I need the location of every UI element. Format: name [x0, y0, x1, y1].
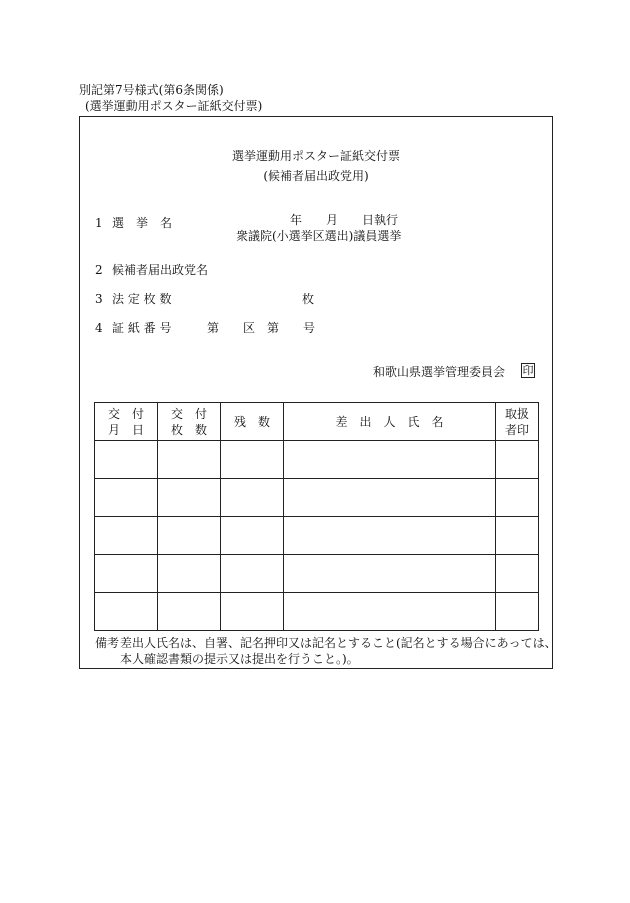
- table-cell[interactable]: [95, 441, 158, 479]
- table-body: [95, 441, 539, 631]
- table-cell[interactable]: [221, 593, 284, 631]
- table-cell[interactable]: [284, 555, 496, 593]
- table-cell[interactable]: [158, 555, 221, 593]
- table-row: [95, 593, 539, 631]
- header-submitter-name: 差 出 人 氏 名: [284, 403, 496, 441]
- election-name-label: 選 挙 名: [112, 216, 173, 230]
- form-name: (選挙運動用ポスター証紙交付票): [85, 99, 263, 113]
- table-cell[interactable]: [221, 441, 284, 479]
- table-cell[interactable]: [221, 517, 284, 555]
- stamp-number-label: 証 紙 番 号: [112, 321, 172, 335]
- table-cell[interactable]: [158, 441, 221, 479]
- quota-unit: 枚: [302, 292, 315, 306]
- table-cell[interactable]: [158, 593, 221, 631]
- item-4-number: 4: [95, 321, 103, 335]
- legal-quota-label: 法 定 枚 数: [112, 292, 172, 306]
- table-cell[interactable]: [95, 555, 158, 593]
- note-line-1: 差出人氏名は、自署、記名押印又は記名とすること(記名とする場合にあっては、: [120, 636, 557, 650]
- table-cell[interactable]: [95, 517, 158, 555]
- table-header-row: [95, 403, 539, 441]
- table-cell[interactable]: [95, 479, 158, 517]
- note-label: 備考: [95, 636, 120, 650]
- seal-box: 印: [522, 364, 534, 377]
- table-cell[interactable]: [496, 479, 539, 517]
- table-cell[interactable]: [284, 479, 496, 517]
- issuer-name: 和歌山県選挙管理委員会: [373, 365, 506, 379]
- stamp-number-value: 第 区 第 号: [207, 321, 316, 335]
- item-1-number: 1: [95, 216, 103, 230]
- header-issue-date: 交 付 月 日: [95, 403, 158, 441]
- form-reference: 別記第7号様式(第6条関係): [79, 83, 224, 97]
- table-cell[interactable]: [284, 517, 496, 555]
- table-cell[interactable]: [496, 441, 539, 479]
- table-row: [95, 479, 539, 517]
- table-cell[interactable]: [158, 479, 221, 517]
- table-row: [95, 517, 539, 555]
- table-row: [95, 555, 539, 593]
- table-cell[interactable]: [284, 593, 496, 631]
- election-date: 年 月 日執行: [290, 213, 399, 227]
- issuance-table: [94, 402, 539, 631]
- table-cell[interactable]: [221, 479, 284, 517]
- table-cell[interactable]: [95, 593, 158, 631]
- table-cell[interactable]: [221, 555, 284, 593]
- header-handler-seal: 取扱 者印: [496, 403, 539, 441]
- header-issue-count: 交 付 枚 数: [158, 403, 221, 441]
- item-3-number: 3: [95, 292, 103, 306]
- table-cell[interactable]: [284, 441, 496, 479]
- election-type: 衆議院(小選挙区選出)議員選挙: [236, 229, 402, 243]
- table-cell[interactable]: [158, 517, 221, 555]
- header-remaining: 残 数: [221, 403, 284, 441]
- table-cell[interactable]: [496, 555, 539, 593]
- table-row: [95, 441, 539, 479]
- item-2-number: 2: [95, 263, 103, 277]
- table-cell[interactable]: [496, 593, 539, 631]
- form-title: 選挙運動用ポスター証紙交付票: [231, 149, 400, 163]
- note-line-2: 本人確認書類の提示又は提出を行うこと。)。: [120, 652, 359, 666]
- form-subtitle: (候補者届出政党用): [263, 169, 369, 183]
- party-name-label: 候補者届出政党名: [112, 263, 209, 277]
- table-cell[interactable]: [496, 517, 539, 555]
